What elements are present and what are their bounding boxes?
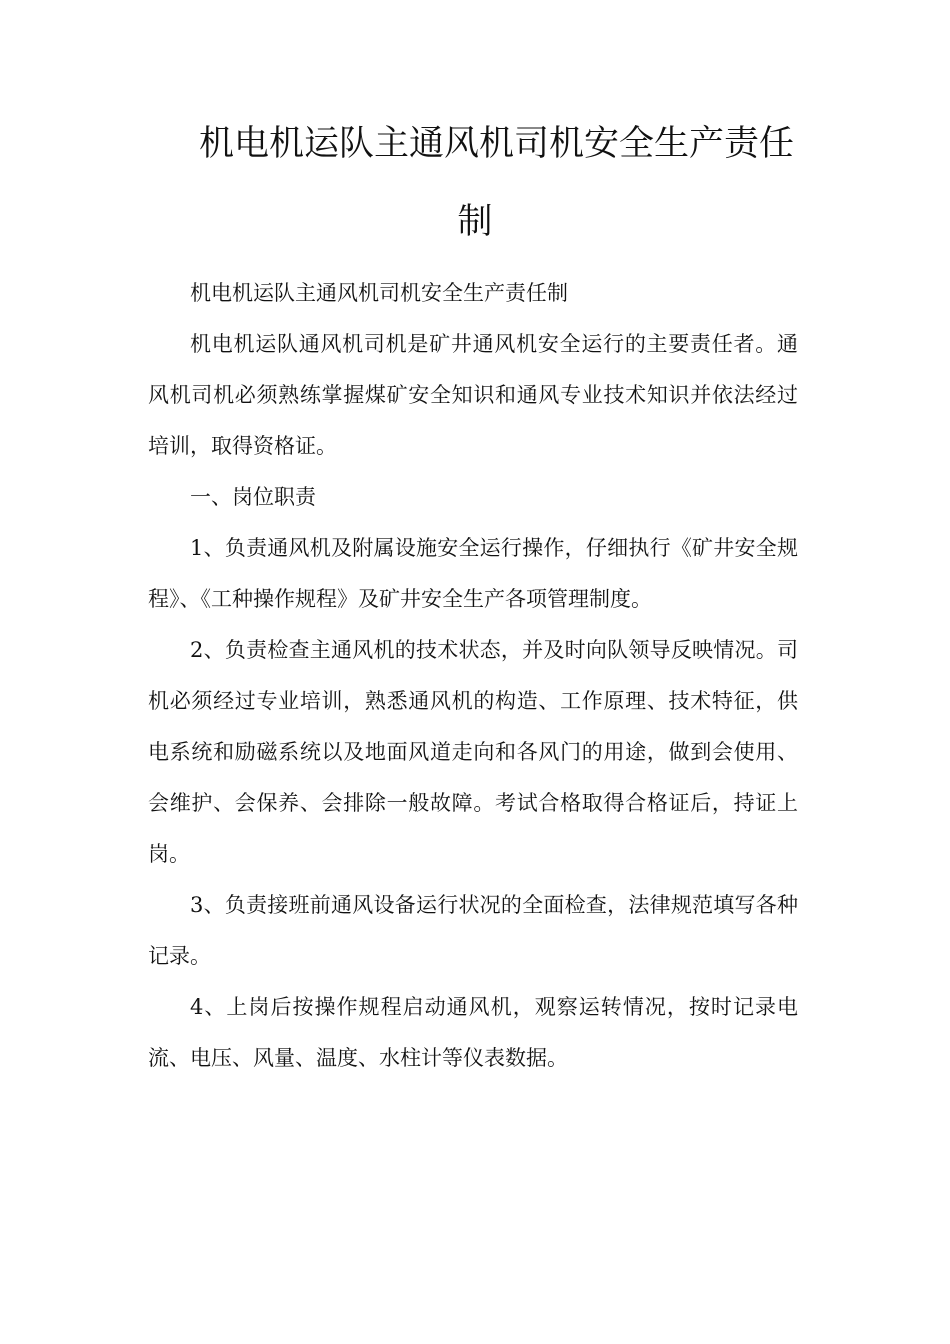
document-title-line-2: 制 (457, 202, 493, 242)
section-heading-duties: 一、岗位职责 (190, 485, 316, 509)
paragraph-subtitle: 机电机运队主通风机司机安全生产责任制 (190, 281, 568, 305)
document-body (148, 268, 798, 1084)
paragraph-duty-3: 3、负责接班前通风设备运行状况的全面检查，法律规范填写各种记录。 (148, 893, 798, 968)
paragraph-duty-4: 4、上岗后按操作规程启动通风机，观察运转情况，按时记录电流、电压、风量、温度、水柱计等仪表数据。 (148, 995, 798, 1070)
paragraph-duty-1: 1、负责通风机及附属设施安全运行操作，仔细执行《矿井安全规程》、《工种操作规程》及矿井安全生产各项管理制度。 (148, 536, 798, 611)
paragraph-duty-2: 2、负责检查主通风机的技术状态，并及时向队领导反映情况。司机必须经过专业培训，熟悉通风机的构造、工作原理、技术特征，供电系统和励磁系统以及地面风道走向和各风门的用途，做到会使用、会维护、会保养、会排除一般故障。考试合格取得合格证后，持证上岗。 (148, 638, 798, 866)
paragraph-intro: 机电机运队通风机司机是矿井通风机安全运行的主要责任者。通风机司机必须熟练掌握煤矿安全知识和通风专业技术知识并依法经过培训，取得资格证。 (148, 332, 798, 458)
document-title-line-1: 机电机运队主通风机司机安全生产责任 (198, 124, 794, 164)
